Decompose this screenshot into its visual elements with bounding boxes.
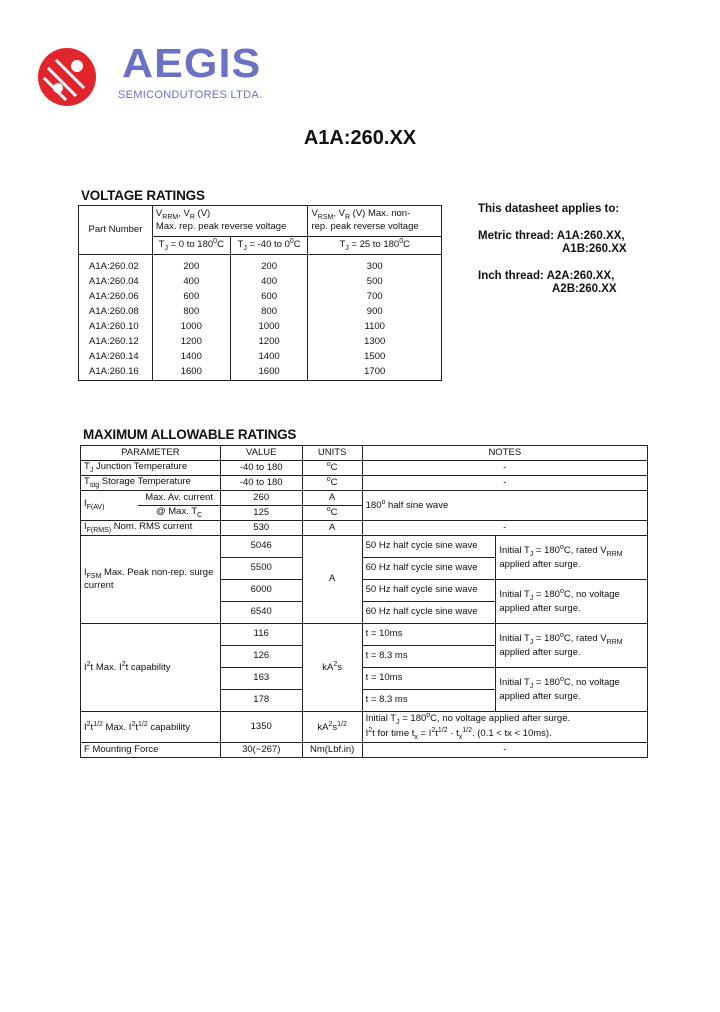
brand-name: AEGIS bbox=[122, 40, 262, 86]
table-row: 6000 50 Hz half cycle sine wave Initial $T_J = 180^oC$, no voltage applied after surge. bbox=[81, 580, 648, 602]
table-row: $I^2t$ Max. $I^2t$ capability 116 $kA^2s$ t = 10ms Initial $T_J = 180^oC$, rated $V_{RRM}$ applied after surge. bbox=[81, 624, 648, 646]
table-row: 126 t = 8.3 ms bbox=[81, 646, 648, 668]
temp-range-3: $T_J = 25$ to $180^0C$ bbox=[308, 237, 442, 255]
metric-thread-2: A1B:260.XX bbox=[562, 243, 627, 255]
temp-range-2: $T_J = -40$ to $0^0C$ bbox=[230, 237, 308, 255]
table-row: A1A:260.10 1000 1000 1100 bbox=[79, 320, 442, 335]
table-row: A1A:260.04 400 400 500 bbox=[79, 275, 442, 290]
table-row: A1A:260.14 1400 1400 1500 bbox=[79, 350, 442, 365]
table-row: F Mounting Force 30(~267) Nm(Lbf.in) - bbox=[81, 743, 648, 758]
table-row: A1A:260.12 1200 1200 1300 bbox=[79, 335, 442, 350]
table-row: 6540 60 Hz half cycle sine wave bbox=[81, 602, 648, 624]
company-logo-icon bbox=[36, 46, 98, 108]
metric-thread-1: Metric thread: A1A:260.XX, bbox=[478, 230, 625, 242]
temp-range-1: $T_J = 0$ to $180^0C$ bbox=[152, 237, 230, 255]
document-title: A1A:260.XX bbox=[303, 127, 417, 149]
table-row: $I_{FSM}$ Max. Peak non-rep. surge current 5046 A 50 Hz half cycle sine wave Initial $T_J = 180^oC$, rated $V_{RRM}$ applied after surge. bbox=[81, 536, 648, 558]
inch-thread-1: Inch thread: A2A:260.XX, bbox=[478, 270, 615, 282]
max-header-row: PARAMETER VALUE UNITS NOTES bbox=[81, 446, 648, 461]
table-row: $I^2t^{1/2}$ Max. $I^2t^{1/2}$ capability 1350 $kA^2s^{1/2}$ Initial $T_J = 180^oC$, no voltage applied after surge. $I^2t$ for time $t_x = I^2t^{1/2} \cdot t_x^{1/2}$. (0.1 < tx < 10ms). bbox=[81, 712, 648, 743]
voltage-ratings-table bbox=[78, 205, 442, 381]
table-row: 5500 60 Hz half cycle sine wave bbox=[81, 558, 648, 580]
max-ratings-table bbox=[80, 445, 648, 758]
table-row: A1A:260.06 600 600 700 bbox=[79, 290, 442, 305]
applies-intro: This datasheet applies to: bbox=[478, 203, 620, 215]
inch-thread-2: A2B:260.XX bbox=[552, 283, 617, 295]
table-row: $I_{F(AV)}$ Max. Av. current 260 A 180$^o$ half sine wave bbox=[81, 491, 648, 506]
table-row: $I_{F(RMS)}$ Nom. RMS current 530 A - bbox=[81, 521, 648, 536]
table-row: $T_J$ Junction Temperature -40 to 180 $^o$C - bbox=[81, 461, 648, 476]
voltage-ratings-title: VOLTAGE RATINGS bbox=[81, 188, 205, 203]
table-row: 163 t = 10ms Initial $T_J = 180^oC$, no voltage applied after surge. bbox=[81, 668, 648, 690]
table-row: @ Max. $T_C$ 125 $^o$C bbox=[81, 506, 648, 521]
table-row: A1A:260.16 1600 1600 1700 bbox=[79, 365, 442, 381]
vrrm-header: $V_{RRM}$, $V_R$ (V) Max. rep. peak reverse voltage bbox=[152, 206, 308, 237]
vrsm-header: $V_{RSM}$, $V_R$ (V) Max. non- rep. peak reverse voltage bbox=[308, 206, 442, 237]
table-row: A1A:260.02 200 200 300 bbox=[79, 260, 442, 275]
brand-subtitle: SEMICONDUTORES LTDA. bbox=[118, 89, 263, 101]
voltage-header-row bbox=[79, 206, 442, 237]
max-ratings-title: MAXIMUM ALLOWABLE RATINGS bbox=[83, 427, 297, 442]
table-row: $T_{stg}$ Storage Temperature -40 to 180 $^o$C - bbox=[81, 476, 648, 491]
part-number-header: Part Number bbox=[79, 206, 153, 255]
table-row: 178 t = 8.3 ms bbox=[81, 690, 648, 712]
table-row: A1A:260.08 800 800 900 bbox=[79, 305, 442, 320]
